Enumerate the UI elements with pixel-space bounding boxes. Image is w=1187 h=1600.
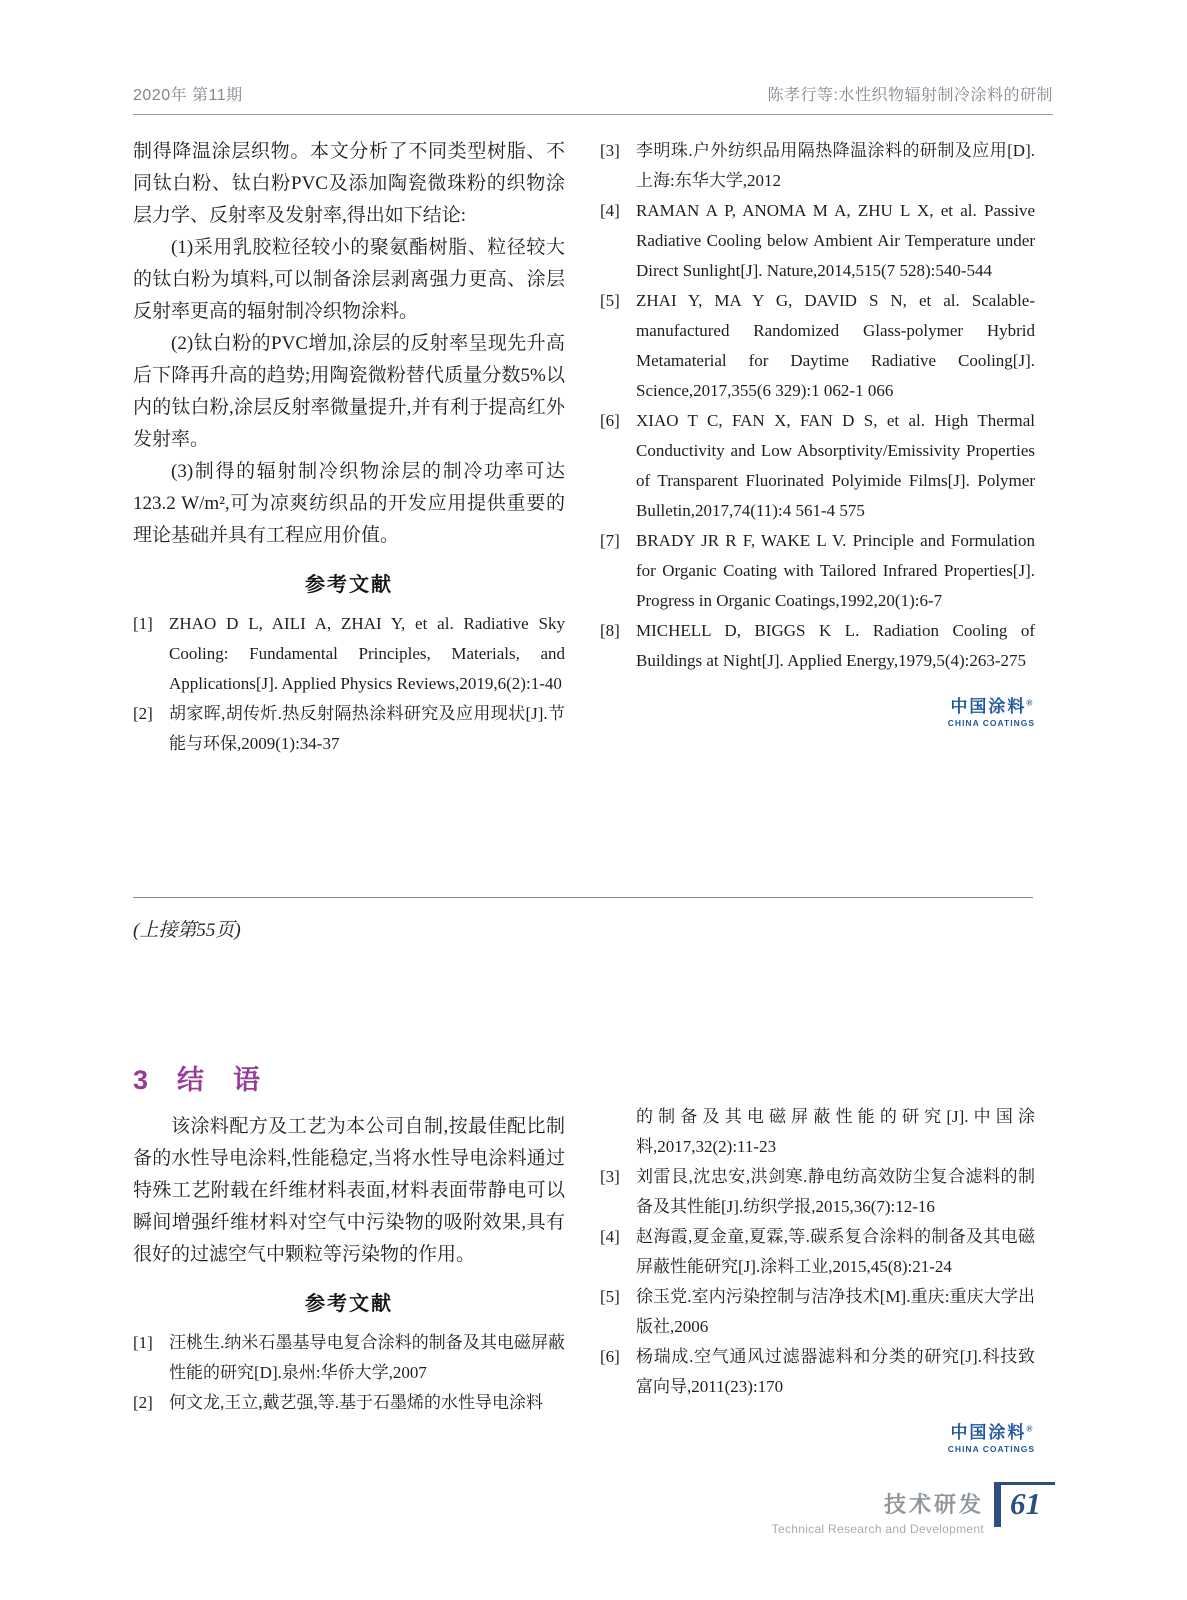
reference-text: RAMAN A P, ANOMA M A, ZHU L X, et al. Passive Radiative Cooling below Ambient Air Temperature under Direct Sunlight[J]. Nature,2014,515(7 528):540-544: [636, 201, 1035, 280]
registered-mark: ®: [1026, 1424, 1033, 1434]
reference-number: [2]: [133, 1393, 153, 1412]
china-coatings-logo-bottom-wrap: [948, 1418, 1035, 1457]
reference-text: 何文龙,王立,戴艺强,等.基于石墨烯的水性导电涂料: [169, 1393, 543, 1412]
article2-reference-list-right: [600, 1102, 1035, 1402]
reference-text: ZHAI Y, MA Y G, DAVID S N, et al. Scalable-manufactured Randomized Glass-polymer Hybrid Metamaterial for Daytime Radiative Cooling[J]. Science,2017,355(6 329):1 062-1 066: [636, 291, 1035, 400]
article1-paragraph-3: (3)制得的辐射制冷织物涂层的制冷功率可达123.2 W/m²,可为凉爽纺织品的开发应用提供重要的理论基础并具有工程应用价值。: [133, 461, 565, 546]
logo-english-text: CHINA COATINGS: [947, 718, 1035, 728]
article1-left-column: [133, 136, 565, 759]
article2-references-heading: 参考文献: [305, 1293, 393, 1315]
reference-item: [133, 1388, 565, 1418]
article1-references-heading: 参考文献: [305, 574, 393, 596]
reference-text: 刘雷艮,沈忠安,洪剑寒.静电纺高效防尘复合滤料的制备及其性能[J].纺织学报,2015,36(7):12-16: [636, 1167, 1035, 1216]
reference-number: [600, 1102, 636, 1162]
logo-chinese-text: 中国涂料®: [950, 697, 1033, 716]
page-footer: [772, 1482, 1055, 1536]
reference-text: ZHAO D L, AILI A, ZHAI Y, et al. Radiative Sky Cooling: Fundamental Principles, Materials, and Applications[J]. Applied Physics Reviews,2019,6(2):1-40: [169, 614, 565, 693]
reference-number: [1]: [133, 614, 153, 633]
reference-number: [3]: [600, 1167, 620, 1186]
china-coatings-logo: [948, 1418, 1035, 1454]
china-coatings-logo-top-wrap: [948, 692, 1035, 731]
article1-paragraph-1: (1)采用乳胶粒径较小的聚氨酯树脂、粒径较大的钛白粉为填料,可以制备涂层剥离强力更高、涂层反射率更高的辐射制冷织物涂料。: [133, 237, 565, 322]
reference-item: [133, 699, 565, 759]
article1-paragraph-2: (2)钛白粉的PVC增加,涂层的反射率呈现先升高后下降再升高的趋势;用陶瓷微粉替代质量分数5%以内的钛白粉,涂层反射率微量提升,并有利于提高红外发射率。: [133, 333, 565, 450]
reference-text: XIAO T C, FAN X, FAN D S, et al. High Thermal Conductivity and Low Absorptivity/Emissivity Properties of Transparent Fluorinated Polyimide Films[J]. Polymer Bulletin,2017,74(11):4 561-4 575: [636, 411, 1035, 520]
reference-text: 的制备及其电磁屏蔽性能的研究[J].中国涂料,2017,32(2):11-23: [636, 1107, 1035, 1156]
reference-text: 赵海霞,夏金童,夏霖,等.碳系复合涂料的制备及其电磁屏蔽性能研究[J].涂料工业,2015,45(8):21-24: [636, 1227, 1035, 1276]
article2-left-column: [133, 1058, 565, 1457]
logo-chinese-text: 中国涂料®: [950, 1423, 1033, 1442]
article1-right-column: [600, 136, 1035, 759]
reference-text: 汪桃生.纳米石墨基导电复合涂料的制备及其电磁屏蔽性能的研究[D].泉州:华侨大学,2007: [169, 1333, 565, 1382]
reference-number: [7]: [600, 531, 620, 550]
reference-number: [4]: [600, 1227, 620, 1246]
reference-item: [600, 1102, 1035, 1162]
reference-item: [600, 406, 1035, 526]
reference-number: [1]: [133, 1333, 153, 1352]
reference-text: 徐玉党.室内污染控制与洁净技术[M].重庆:重庆大学出版社,2006: [636, 1287, 1035, 1336]
article1-section: [133, 136, 1035, 759]
reference-item: [600, 1282, 1035, 1342]
reference-number: [6]: [600, 1347, 620, 1366]
reference-item: [600, 1162, 1035, 1222]
article2-right-column: [600, 1058, 1035, 1457]
reference-number: [5]: [600, 1287, 620, 1306]
footer-section-english: Technical Research and Development: [771, 1522, 984, 1536]
reference-text: 胡家晖,胡传炘.热反射隔热涂料研究及应用现状[J].节能与环保,2009(1):34-37: [169, 704, 565, 753]
article1-reference-list-right: [600, 136, 1035, 676]
reference-item: [600, 616, 1035, 676]
reference-text: 李明珠.户外纺织品用隔热降温涂料的研制及应用[D].上海:东华大学,2012: [636, 141, 1035, 190]
running-head: [133, 82, 1053, 115]
reference-text: BRADY JR R F, WAKE L V. Principle and Formulation for Organic Coating with Tailored Infrared Properties[J]. Progress in Organic Coatings,1992,20(1):6-7: [636, 531, 1035, 610]
reference-item: [600, 196, 1035, 286]
article2-paragraph: 该涂料配方及工艺为本公司自制,按最佳配比制备的水性导电涂料,性能稳定,当将水性导电涂料通过特殊工艺附载在纤维材料表面,材料表面带静电可以瞬间增强纤维材料对空气中污染物的吸附效果,具有很好的过滤空气中颗粒等污染物的作用。: [133, 1116, 565, 1265]
article1-paragraph-0: 制得降温涂层织物。本文分析了不同类型树脂、不同钛白粉、钛白粉PVC及添加陶瓷微珠粉的织物涂层力学、反射率及发射率,得出如下结论:: [133, 141, 565, 226]
reference-number: [5]: [600, 291, 620, 310]
reference-item: [600, 1342, 1035, 1402]
reference-number: [4]: [600, 201, 620, 220]
page-number: 61: [1010, 1486, 1041, 1521]
reference-text: MICHELL D, BIGGS K L. Radiation Cooling of Buildings at Night[J]. Applied Energy,1979,5(4):263-275: [636, 621, 1035, 670]
reference-item: [600, 1222, 1035, 1282]
footer-section-chinese: 技术研发: [883, 1492, 984, 1517]
article2-reference-list-left: [133, 1328, 565, 1418]
article2-section: [133, 1058, 1035, 1457]
reference-item: [600, 526, 1035, 616]
article-divider: [133, 897, 1033, 898]
reference-text: 杨瑞成.空气通风过滤器滤料和分类的研究[J].科技致富向导,2011(23):170: [636, 1347, 1035, 1396]
logo-english-text: CHINA COATINGS: [947, 1444, 1035, 1454]
header-article-title: 陈孝行等:水性织物辐射制冷涂料的研制: [767, 87, 1053, 104]
reference-number: [2]: [133, 704, 153, 723]
china-coatings-logo: [948, 692, 1035, 728]
reference-item: [600, 286, 1035, 406]
reference-number: [6]: [600, 411, 620, 430]
page-number-bracket: [994, 1482, 1055, 1527]
reference-number: [8]: [600, 621, 620, 640]
reference-item: [133, 609, 565, 699]
header-issue: 2020年 第11期: [133, 87, 243, 104]
section-3-heading: 3 结 语: [133, 1065, 262, 1095]
footer-section-label: [772, 1482, 984, 1536]
article1-reference-list-left: [133, 609, 565, 759]
continued-from-note: (上接第55页): [133, 920, 241, 941]
reference-item: [133, 1328, 565, 1388]
registered-mark: ®: [1026, 698, 1033, 708]
reference-number: [3]: [600, 141, 620, 160]
reference-item: [600, 136, 1035, 196]
